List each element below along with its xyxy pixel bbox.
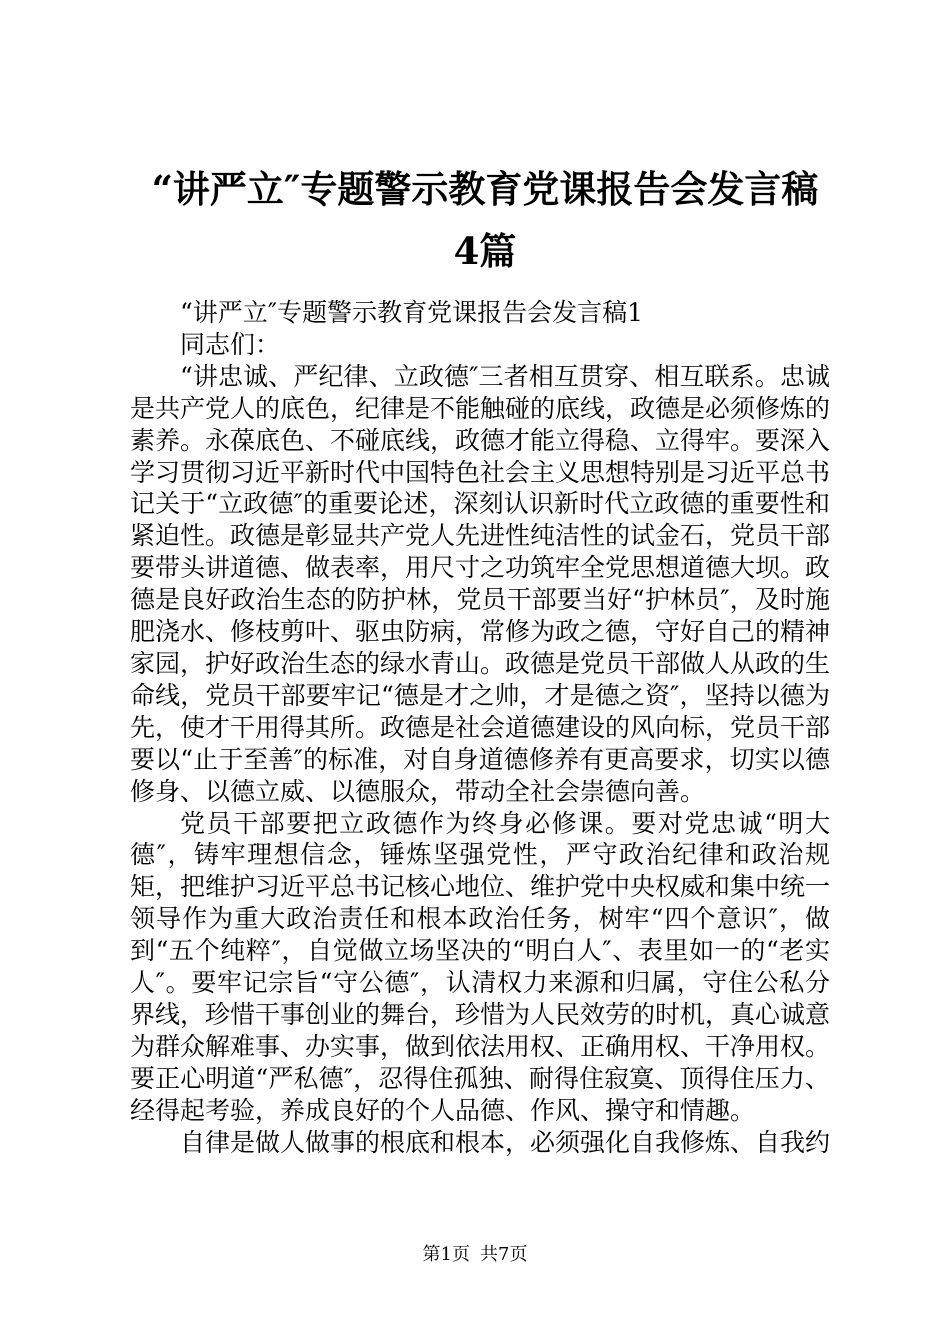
page-number: 第1页 — [422, 1244, 470, 1265]
body-paragraph: 党员干部要把立政德作为终身必修课。要对党忠诚“明大德″，铸牢理想信念，锤炼坚强党性，严守政治纪律和政治规矩，把维护习近平总书记核心地位、维护党中央权威和集中统一领导作为重大政治责任和根本政治任务，树牢“四个意识″，做到“五个纯粹″，自觉做立场坚决的“明白人″、表里如一的“老实人″。要牢记宗旨“守公德″，认清权力来源和归属，守住公私分界线，珍惜干事创业的舞台，珍惜为人民效劳的时机，真心诚意为群众解难事、办实事，做到依法用权、正确用权、干净用权。要正心明道“严私德″，忍得住孤独、耐得住寂寞、顶得住压力、经得起考验，养成良好的个人品德、作风、操守和情趣。 — [130, 808, 831, 1125]
document-subtitle: “讲严立″专题警示教育党课报告会发言稿1 — [180, 298, 644, 327]
body-paragraph: 自律是做人做事的根底和根本，必须强化自我修炼、自我约 — [180, 1127, 831, 1157]
document-body — [130, 297, 830, 1158]
salutation: 同志们： — [180, 329, 281, 359]
page-total: 共7页 — [480, 1244, 528, 1265]
page-footer — [0, 1243, 950, 1267]
body-paragraph: “讲忠诚、严纪律、立政德″三者相互贯穿、相互联系。忠诚是共产党人的底色，纪律是不能触碰的底线，政德是必须修炼的素养。永葆底色、不碰底线，政德才能立得稳、立得牢。要深入学习贯彻习近平新时代中国特色社会主义思想特别是习近平总书记关于“立政德″的重要论述，深刻认识新时代立政德的重要性和紧迫性。政德是彰显共产党人先进性纯洁性的试金石，党员干部要带头讲道德、做表率，用尺寸之功筑牢全党思想道德大坝。政德是良好政治生态的防护林，党员干部要当好“护林员″，及时施肥浇水、修枝剪叶、驱虫防病，常修为政之德，守好自己的精神家园，护好政治生态的绿水青山。政德是党员干部做人从政的生命线，党员干部要牢记“德是才之帅，才是德之资″，坚持以德为先，使才干用得其所。政德是社会道德建设的风向标，党员干部要以“止于至善″的标准，对自身道德修养有更高要求，切实以德修身、以德立威、以德服众，带动全社会崇德向善。 — [130, 361, 831, 806]
document-title: “讲严立″专题警示教育党课报告会发言稿4篇 — [151, 167, 819, 273]
